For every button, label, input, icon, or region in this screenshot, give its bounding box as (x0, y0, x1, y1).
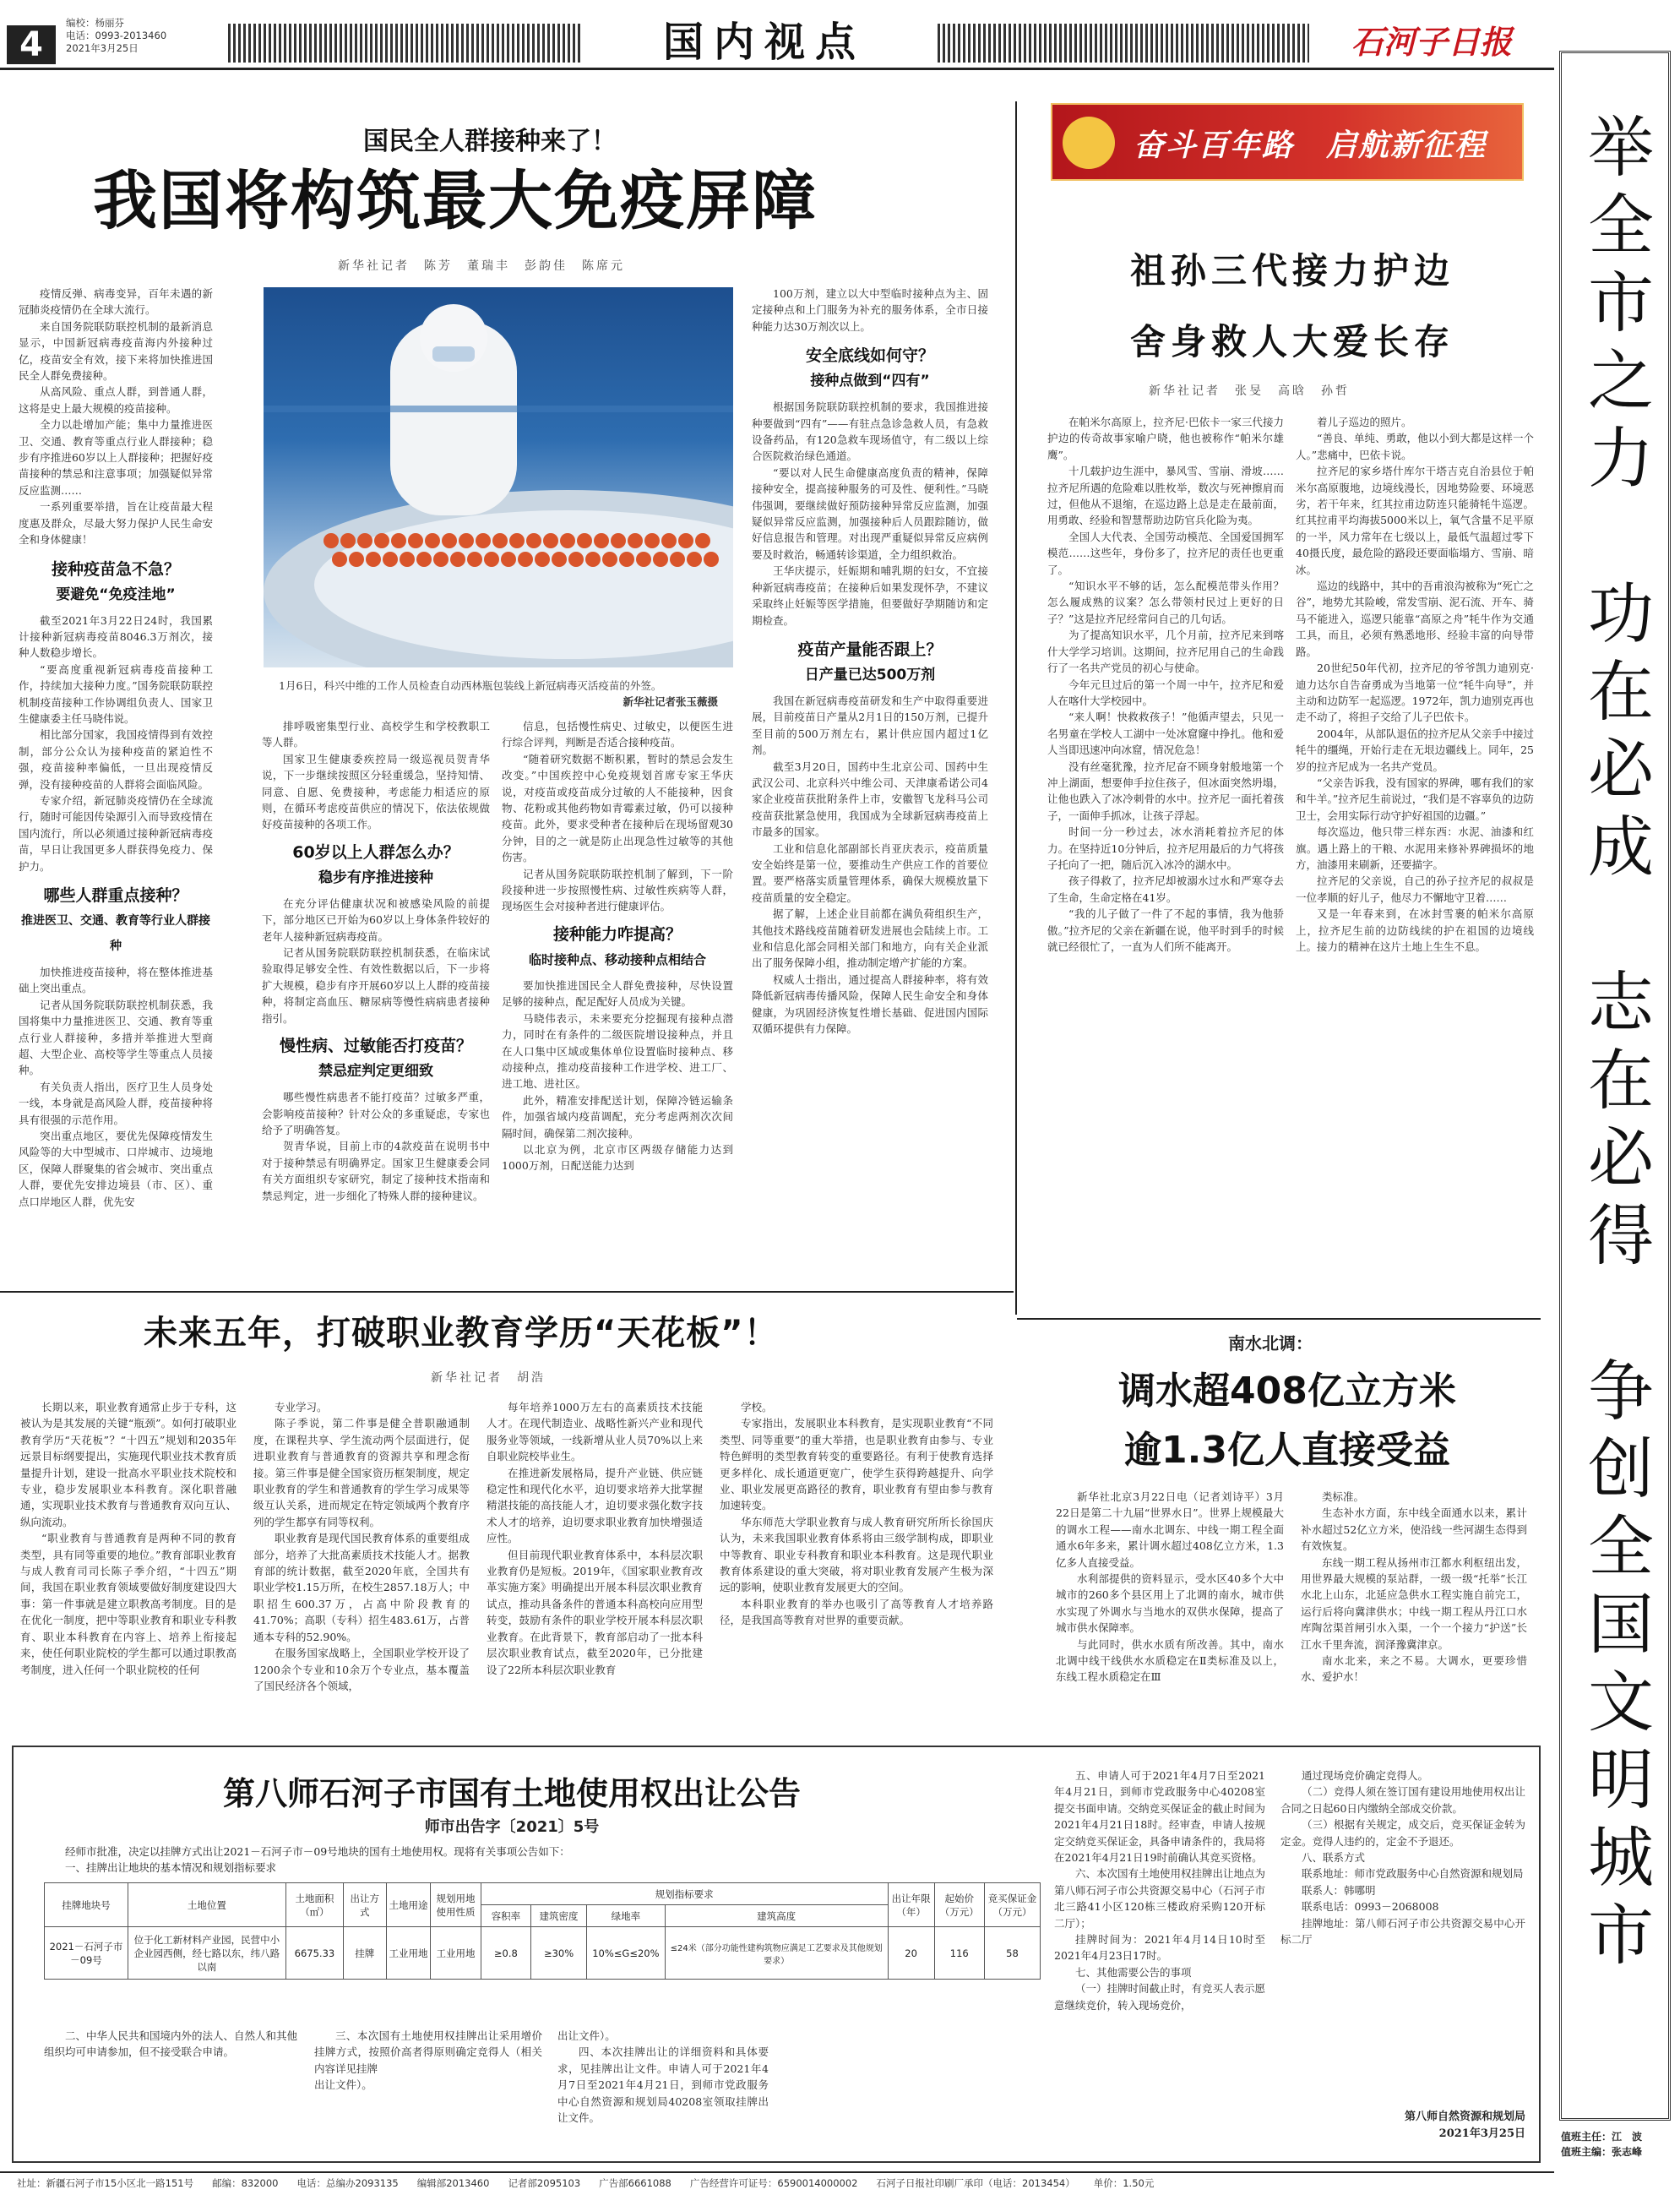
notice-signature: 第八师自然资源和规划局 2021年3月25日 (1404, 2111, 1525, 2140)
footer-phone: 电话：总编办2093135 (296, 2177, 399, 2189)
section-stripe-right (938, 24, 1309, 63)
article-byline: 新华社记者 胡浩 (431, 1371, 546, 1385)
section-stripe-left (228, 24, 583, 63)
article-column: 新华社北京3月22日电（记者刘诗平）3月22日是第二十九届“世界水日”。世界上规模最大的调水工程——南水北调东、中线一期工程全面通水6年多来，累计调水超过408亿立方米，1.3亿多人直接受益。 水利部提供的资料显示，受水区40多个大中城市的260多个县区用上了北调的南水，城市供水实现了外调水与当地水的双供水保障，提高了城市供水保障率。 与此同时，供水水质有所改善。其中，南水北调中线干线供水水质稳定在Ⅱ类标准及以上，东线工程水质稳定在Ⅲ (1056, 1490, 1284, 1684)
article-title: 舍身救人大爱长存 (1129, 321, 1454, 362)
footer-printer: 石河子日报社印刷厂承印（电话：2013454） (876, 2177, 1075, 2189)
article-column: 类标准。 生态补水方面，东中线全面通水以来，累计补水超过52亿立方米，使沿线一些河湖生态得到有效恢复。 东线一期工程从扬州市江都水利枢纽出发，用世界最大规模的泵站群，一级一级“托举”长江水北上山东，北延应急供水工程实施自前完工，运行后将向冀津供水；中线一期工程从丹江口水库陶岔渠首闸引水入渠，一个一个接力“护送”长江水千里奔流，润泽豫冀津京。 南水北来，来之不易。大调水，更要珍惜水、爱护水！ (1301, 1490, 1527, 1684)
article-title: 未来五年，打破职业教育学历“天花板”！ (144, 1314, 779, 1353)
duty-editors (1561, 2129, 1679, 2160)
footer-postcode: 邮编：832000 (212, 2177, 279, 2189)
subheading: 疫苗产量能否跟上？ (797, 640, 943, 659)
footer-editorial: 编辑部2013460 (416, 2177, 490, 2189)
article-title: 逾1.3亿人直接受益 (1124, 1429, 1450, 1472)
table-row: 2021－石河子市－09号 位于化工新材料产业园，民营中小企业园西侧，经七路以东，纬八路以南 6675.33 挂牌 工业用地 工业用地 ≥0.8 ≥30% 10%≤G≤20% ≤24米（部分功能性建构筑物应满足工艺要求及其他规划要求） 20 116 58 (45, 1927, 1041, 1980)
article-column: 在帕米尔高原上，拉齐尼·巴依卡一家三代接力护边的传奇故事家喻户晓，他也被称作“帕米尔雄鹰”。 十几载护边生涯中，暴风雪、雪崩、滑坡……拉齐尼所遇的危险难以胜枚举，数次与死神擦肩而过，但他从不退缩，在巡边路上总是走在最前面，用勇敢、经验和智慧帮助边防官兵化险为夷。 全国人大代表、全国劳动模范、全国爱国拥军模范……这些年，身份多了，拉齐尼的责任也更重了。 “知识水平不够的话，怎么配模范带头作用？怎么履成熟的议案？怎么带领村民过上更好的日子？”这是拉齐尼经常问自己的几句话。 为了提高知识水平，几个月前，拉齐尼来到喀什大学学习培训。这期间，拉齐尼用自己的生命践行了一名共产党员的初心与使命。 今年元旦过后的第一个周一中午，拉齐尼和爱人在喀什大学校园中。 “来人啊！快救救孩子！”他循声望去，只见一名男童在学校人工湖中一处冰窟窿中挣扎。他和爱人当即迅速冲向冰窟，情况危急！ 没有丝毫犹豫，拉齐尼奋不顾身射般地第一个冲上湖面，想要伸手拉住孩子，但冰面突然坍塌，让他也跌入了冰冷刺骨的水中。拉齐尼一面托着孩子，一面伸手抓冰，让孩子浮起。 时间一分一秒过去，冰水消耗着拉齐尼的体力。在坚持近10分钟后，拉齐尼用最后的力气将孩子托向了一把，随后沉入冰冷的湖水中。 孩子得救了，拉齐尼却被溺水过水和严寒夺去了生命，生命定格在41岁。 “我的儿子做了一件了不起的事情，我为他骄傲。”拉齐尼的父亲在新疆在说，他平时到手的时候就已经很忙了，一直为人们所不能离开。 (1047, 416, 1284, 953)
article-column-4: 100万剂，建立以大中型临时接种点为主、固定接种点和上门服务为补充的服务体系，全市日接种能力达30万剂次以上。 安全底线如何守？ 接种点做到“四有” 根据国务院联防联控机制的要求，我国推进接种要做到“四有”——有驻点急诊急救人员，有急救设备药品，有120急救车现场值守，有二级以上综合医院救治绿色通道。 “要以对人民生命健康高度负责的精神，保障接种安全，提高接种服务的可及性、便利性。”马晓伟强调，要继续做好预防接种异常反应监测，加强疑似异常反应监测，加强接种后人员跟踪随访，做好信息报告和管理。对出现严重疑似异常反应病例要及时救治，畅通转诊渠道，全力组织救治。 王华庆提示，妊娠期和哺乳期的妇女，不宜接种新冠病毒疫苗；在接种后如果发现怀孕，不建议采取终止妊娠等医学措施，但要做好孕期随访和定期检查。 疫苗产量能否跟上？ 日产量已达500万剂 我国在新冠病毒疫苗研发和生产中取得重要进展，目前疫苗日产量从2月1日的150万剂，已提升至目前的500万剂左右，累计供应国内超过1亿剂。 截至3月20日，国药中生北京公司、国药中生武汉公司、北京科兴中维公司、天津康希诺公司4家企业疫苗获批附条件上市，安徽智飞龙科马公司疫苗获批紧急使用，我国成为全球新冠病毒疫苗上市最多的国家。 工业和信息化部副部长肖亚庆表示，疫苗质量安全始终是第一位，要推动生产供应工作的首要位置。要严格落实质量管理体系，确保大规模放量下疫苗质量的安全稳定。 据了解，上述企业目前都在满负荷组织生产，其他技术路线疫苗随着研发进展也会陆续上市。工业和信息化部会同相关部门和地方，向有关企业派出了服务保障小组，推动制定增产扩能的方案。 权威人士指出，通过提高人群接种率，将有效降低新冠病毒传播风险，保障人民生命安全和身体健康，为巩固经济恢复性增长基础、促进国内国际双循环提供有力保障。 (752, 287, 988, 1036)
footer-address: 社址：新疆石河子市15小区北一路151号 (17, 2177, 194, 2189)
subheading: 接种点做到“四有” (810, 373, 930, 390)
vaccine-photo (264, 287, 733, 667)
notice-column: 五、申请人可于2021年4月7日至2021年4月21日，到师市党政服务中心40208室提交书面申请。交纳竞买保证金的截止时间为2021年4月21日18时。经审查，申请人按规定交纳竞买保证金，具备申请条件的，我局将在2021年4月21日19时前确认其竞买资格。 六、本次国有土地使用权挂牌出让地点为第八师石河子市公共资源交易中心（石河子市北三路41小区120栋三楼政府采购120开标二厅）； 挂牌时间为：2021年4月14日10时至2021年4月23日17时。 七、其他需要公告的事项 （一）挂牌时间截止时，有竞买人表示愿意继续竞价，转入现场竞价， (1054, 1769, 1265, 2012)
notice-column: 出让文件）。 四、本次挂牌出让的详细资料和具体要求，见挂牌出让文件。申请人可于2021年4月7日至2021年4月21日，到师市党政服务中心自然资源和规划局40208室领取挂牌出让文件。 (557, 2029, 769, 2125)
page-number: 4 (19, 25, 43, 64)
article-water (1017, 1320, 1541, 1742)
duty-director: 值班主任：江 波 (1561, 2131, 1643, 2143)
footer-reporters: 记者部2095103 (508, 2177, 581, 2189)
subheading: 日产量已达500万剂 (804, 666, 936, 684)
paper-logo: 石河子日报 (1351, 23, 1513, 61)
masthead (0, 0, 1554, 66)
subheading: 慢性病、过敏能否打疫苗？ (279, 1037, 472, 1056)
article-column: 专业学习。 陈子季说，第二件事是健全普职融通制度，在课程共享、学生流动两个层面进行，促进职业教育与普通教育的资源共享和理念衔接。第三件事是健全国家资历框架制度，规定职业教育的学生和普通教育的学生学习成果等级互认关系，进而规定在特定领域两个教育序列的学生都享有同等权利。 职业教育是现代国民教育体系的重要组成部分，培养了大批高素质技术技能人才。据教育部的统计数据，截至2020年底，全国共有职业学校1.15万所，在校生2857.18万人；中职招生600.37万，占高中阶段教育的41.70%；高职（专科）招生483.61万，占普通本专科的52.90%。 在服务国家战略上，全国职业学校开设了1200余个专业和10余万个专业点，基本覆盖了国民经济各个领域， (253, 1401, 470, 1692)
article-kicker: 国民全人群接种来了！ (363, 127, 617, 156)
subheading: 安全底线如何守？ (805, 346, 934, 366)
article-byline: 新华社记者 张旻 高晗 孙哲 (1149, 384, 1350, 398)
notice-title: 第八师石河子市国有土地使用权出让公告 (222, 1775, 801, 1812)
phone: 电话：0993-2013460 (66, 30, 167, 41)
production-line-illustration (264, 287, 733, 667)
banner-text: 奋斗百年路 启航新征程 (1134, 128, 1487, 163)
notice-intro: 经师市批准，决定以挂牌方式出让2021－石河子市－09号地块的国有土地使用权。现将有关事项公告如下： 一、挂牌出让地块的基本情况和规划指标要求 (65, 1845, 570, 1874)
article-column: 每年培养1000万左右的高素质技术技能人才。在现代制造业、战略性新兴产业和现代服务业等领域，一线新增从业人员70%以上来自职业院校毕业生。 在推进新发展格局，提升产业链、供应链稳定性和现代化水平，迫切要求培养大批掌握精湛技能的高技能人才，迫切要求强化数字技术人才的培养，迫切要求职业教育加快增强适应性。 但目前现代职业教育体系中，本科层次职业教育仍是短板。2019年，《国家职业教育改革实施方案》明确提出开展本科层次职业教育试点，推动具备条件的普通本科高校向应用型转变，鼓励有条件的职业学校开展本科层次职业教育。在此背景下，教育部启动了一批本科层次职业教育试点，截至2020年，已分批建设了22所本科层次职业教育 (487, 1401, 703, 1676)
article-column-2: 排呼吸密集型行业、高校学生和学校教职工等人群。 国家卫生健康委疾控局一级巡视员贺青华说，下一步继续按照区分轻重缓急，坚持知情、同意、自愿、免费接种，考虑能力相适应的原则，在循环考虑疫苗供应的情况下，依法依规做好疫苗接种的各项工作。 60岁以上人群怎么办？ 稳步有序推进接种 在充分评估健康状况和被感染风险的前提下，部分地区已开始为60岁以上身体条件较好的老年人接种新冠病毒疫苗。 记者从国务院联防联控机制获悉，在临床试验取得足够安全性、有效性数据以后，下一步将扩大规模，稳步有序开展60岁以上人群的疫苗接种，将制定高血压、糖尿病等慢性病病患者接种指引。 慢性病、过敏能否打疫苗？ 禁忌症判定更细致 哪些慢性病患者不能打疫苗？过敏多严重，会影响疫苗接种？针对公众的多重疑虑，专家也给予了明确答复。 贺青华说，目前上市的4款疫苗在说明书中对于接种禁忌有明确界定。国家卫生健康委会同有关方面组织专家研究，制定了接种技术指南和禁忌判定，进一步细化了特殊人群的接种建议。 (262, 720, 490, 1202)
article-column: 学校。 专家指出，发展职业本科教育，是实现职业教育“不同类型、同等重要”的重大举措，也是职业教育由参与、专业特色鲜明的类型教育转变的重要路径。有利于使教育选择更多样化、成长通道更宽广，使学生获得跨越提升、向学业、职业发展更高路径的教育，职业教育有望由参与教育加速转变。 华东师范大学职业教育与成人教育研究所所长徐国庆认为，未来我国职业教育体系将由三级学制构成，即职业中等教育、职业专科教育和职业本科教育。这是现代职业教育体系建设的重大突破，将对职业教育发展产生极为深远的影响，使职业教育发展更大的空间。 本科职业教育的举办也吸引了高等教育人才培养路径，是我国高等教育对世界的重要贡献。 (720, 1401, 993, 1627)
article-kicker: 南水北调： (1228, 1333, 1313, 1353)
duty-chief-editor: 值班主编：张志峰 (1561, 2146, 1643, 2158)
land-notice (12, 1746, 1541, 2163)
subheading: 哪些人群重点接种？ (43, 886, 188, 905)
subheading: 临时接种点、移动接种点相结合 (528, 951, 706, 967)
divider (1015, 101, 1017, 1315)
masthead-rule (0, 68, 1554, 70)
subheading: 接种疫苗急不急？ (51, 559, 180, 579)
subheading: 60岁以上人群怎么办？ (292, 842, 459, 862)
footer-rule (0, 2171, 1554, 2173)
article-title: 调水超408亿立方米 (1118, 1370, 1456, 1413)
footer-price: 单价：1.50元 (1093, 2177, 1155, 2189)
masthead-info (66, 17, 218, 55)
slogan-box (1559, 51, 1671, 2121)
article-column-1: 疫情反弹、病毒变异，百年未遇的新冠肺炎疫情仍在全球大流行。 来自国务院联防联控机制的最新消息显示，中国新冠病毒疫苗海内外接种过亿，疫苗安全有效，接下来将加快推进国民全人群免费接种。 从高风险、重点人群，到普通人群，这将是史上最大规模的疫苗接种。 全力以赴增加产能；集中力量推进医卫、交通、教育等重点行业人群接种；稳步有序推进60岁以上人群接种；把握好疫苗接种的禁忌和注意事项；加强疑似异常反应监测…… 一系列重要举措，旨在让疫苗最大程度惠及群众，尽最大努力保护人民生命安全和身体健康！ 接种疫苗急不急？ 要避免“免疫洼地” 截至2021年3月22日24时，我国累计接种新冠病毒疫苗8046.3万剂次，接种人数稳步增长。 “要高度重视新冠病毒疫苗接种工作，持续加大接种力度。”国务院联防联控机制疫苗接种工作协调组负责人、国家卫生健康委主任马晓伟说。 相比部分国家，我国疫情得到有效控制，部分公众认为接种疫苗的紧迫性不强，疫苗接种率偏低，一旦出现疫情反弹，没有接种疫苗的人群将会面临风险。 专家介绍，新冠肺炎疫情仍在全球流行，随时可能因传染源引入而导致疫情在国内流行，所以必须通过接种新冠病毒疫苗，早日让我国更多人群获得免疫力、保护力。 哪些人群重点接种？ 推进医卫、交通、教育等行业人群接种 加快推进疫苗接种，将在整体推进基础上突出重点。 记者从国务院联防联控机制获悉，我国将集中力量推进医卫、交通、教育等重点行业人群接种，多措并举推进大型商超、大型企业、高校等学生等重点人员接种。 有关负责人指出，医疗卫生人员身处一线，本身就是高风险人群，疫苗接种将具有很强的示范作用。 突出重点地区，要优先保障疫情发生风险等的大中型城市、口岸城市、边境地区，保障人群聚集的省会城市、突出重点人群，要优先安排边境县（市、区）、重点口岸地区人群，优先安 (19, 287, 213, 1208)
subheading: 接种能力咋提高？ (552, 924, 682, 944)
issue-date: 2021年3月25日 (66, 42, 139, 54)
parcel-table: 挂牌地块号 土地位置 土地面积（㎡） 出让方式 土地用途 规划用地使用性质 规划指标要求 出让年限（年） 起始价（万元） 竞买保证金（万元） 容积率 建筑密度 绿地率 建筑高度 2021－石河子市－09号 位于化工新材料产业园，民营中小企业园西侧，经七路以东，纬八路以南 6675.33 挂牌 工业用地 工业用地 ≥0.8 ≥30% 10%≤G≤20% ≤24米（部分功能性建构筑物应满足工艺要求及其他规划要求） 20 116 58 (44, 1882, 1041, 1980)
notice-column: 通过现场竞价确定竞得人。 （二）竞得人须在签订国有建设用地使用权出让合同之日起60日内缴纳全部成交价款。 （三）根据有关规定，成交后，竞买保证金转为定金。竞得人违约的，定金不予退还。 八、联系方式 联系地址：师市党政服务中心自然资源和规划局 联系人：韩哪明 联系电话：0993－2068008 挂牌地址：第八师石河子市公共资源交易中心开标二厅 (1280, 1769, 1525, 1947)
footer-license: 广告经营许可证号：6590014000002 (689, 2177, 858, 2189)
subheading: 禁忌症判定更细致 (318, 1063, 433, 1081)
article-byline: 新华社记者 陈芳 董瑞丰 彭韵佳 陈席元 (338, 259, 625, 273)
page-number-box (7, 25, 56, 64)
article-vaccine (0, 71, 1014, 1321)
article-title: 祖孙三代接力护边 (1129, 250, 1454, 291)
section-title: 国内视点 (662, 19, 866, 66)
footer-ads: 广告部6661088 (599, 2177, 671, 2189)
article-column: 着儿子巡边的照片。 “善良、单纯、勇敢，他以小到大都是这样一个人。”悲痛中，巴依卡说。 拉齐尼的家乡塔什库尔干塔吉克自治县位于帕米尔高原腹地，边境线漫长，因地势险要、环境恶劣，若干年来，红其拉甫边防连只能骑牦牛巡逻。红其拉甫平均海拔5000米以上，氧气含量不足平原的一半，风力常年在七级以上，最低气温超过零下40摄氏度，最危险的路段还要面临塌方、雪崩、暗冰。 巡边的线路中，其中的吾甫浪沟被称为“死亡之谷”，地势尤其险峻，常发雪崩、泥石流、开车、骑马不能进入，巡逻只能靠“高原之舟”牦牛作为交通工具，而且，必须有熟悉地形、经验丰富的向导带路。 20世纪50年代初，拉齐尼的爷爷凯力迪别克·迪力达尔自告奋勇成为当地第一位“牦牛向导”，并主动和边防军一起巡逻。1972年，凯力迪别克再也走不动了，将担子交给了儿子巴依卡。 2004年，从部队退伍的拉齐尼从父亲手中接过牦牛的缰绳，开始行走在无垠边疆线上。同年，25岁的拉齐尼成为一名共产党员。 “父亲告诉我，没有国家的界碑，哪有我们的家和牛羊。”拉齐尼生前说过，“我们是不容辜负的边防卫士，会用实际行动守护好祖国的边疆。” 每次巡边，他只带三样东西：水泥、油漆和红旗。遇上路上的干粮、水泥用来修补界碑损坏的地方，油漆用来刷新，还要描字。 拉齐尼的父亲说，自己的孙子拉齐尼的叔叔是一位孝顺的好儿子，他尽力不懈地守卫着…… 又是一年春来到，在冰封雪裹的帕米尔高原上，拉齐尼生前的边防线续的护在祖国的边境线上。接力的精神在这片土地上生生不息。 (1296, 416, 1534, 953)
banner (1051, 103, 1524, 181)
editor: 编校：杨丽芬 (66, 17, 124, 29)
notice-column: 三、本次国有土地使用权挂牌出让采用增价挂牌方式，按照价高者得原则确定竞得人（相关内容详见挂牌 出让文件）。 (314, 2029, 542, 2092)
article-title: 我国将构筑最大免疫屏障 (93, 163, 818, 238)
photo-credit: 新华社记者张玉薇摄 (623, 695, 718, 708)
notice-number: 师市出告字〔2021〕5号 (424, 1818, 600, 1836)
slogan-line-1: 举全市之力 功在必成 志在必得 争创全国文明城市 (1577, 112, 1653, 1978)
footer (17, 2176, 1554, 2190)
article-vocational (0, 1293, 1014, 1749)
article-column-3: 信息，包括慢性病史、过敏史，以便医生进行综合评判，判断是否适合接种疫苗。 “随着研究数据不断积累，暂时的禁忌会发生改变。”中国疾控中心免疫规划首席专家王华庆说，对疫苗或疫苗成分过敏的人不能接种，因食物、花粉或其他药物如青霉素过敏，仍可以接种疫苗。此外，要求受种者在接种后在现场留观30分钟，目的之一就是防止出现急性过敏等的其他伤害。 记者从国务院联防联控机制了解到，下一阶段接种进一步按照慢性病、过敏性疾病等人群，现场医生会对接种者进行健康评估。 接种能力咋提高？ 临时接种点、移动接种点相结合 要加快推进国民全人群免费接种，尽快设置足够的接种点，配足配好人员成为关键。 马晓伟表示，未来要充分挖掘现有接种点潜力，同时在有条件的二级医院增设接种点，并且在人口集中区域或集体单位设置临时接种点、移动接种点，推动疫苗接种工作进学校、进工厂、进工地、进社区。 此外，精准安排配送计划，保障冷链运输条件，加强省域内疫苗调配，充分考虑两剂次次间隔时间，确保第二剂次接种。 以北京为例，北京市区两级存储能力达到1000万剂，日配送能力达到 (502, 720, 733, 1173)
article-column: 长期以来，职业教育通常止步于专科，这被认为是其发展的关键“瓶颈”。如何打破职业教育学历“天花板”？“十四五”规划和2035年远景目标纲要提出，实施现代职业技术教育质量提升计划，建设一批高水平职业技术院校和专业，稳步发展职业本科教育。深化职普融通，实现职业技术教育与普通教育双向互认、纵向流动。 “职业教育与普通教育是两种不同的教育类型，具有同等重要的地位。”教育部职业教育与成人教育司司长陈子季介绍，“十四五”期间，我国在职业教育领域要做好制度建设四大事：第一件事就是建立职教高考制度。目的是在优化一制度，把中等职业教育和职业专科教育、职业本科教育在内容上、培养上衔接起来，使任何职业院校的学生都可以通过职教高考制度，进入任何一个职业院校的任何 (20, 1401, 237, 1676)
subheading: 推进医卫、交通、教育等行业人群接种 (21, 914, 210, 953)
subheading: 要避免“免疫洼地” (56, 586, 176, 603)
notice-column: 二、中华人民共和国境内外的法人、自然人和其他组织均可申请参加，但不接受联合申请。 (44, 2029, 297, 2059)
subheading: 稳步有序推进接种 (318, 869, 433, 886)
party-emblem-icon (1063, 117, 1115, 169)
photo-caption: 1月6日，科兴中维的工作人员检查自动西林瓶包装线上新冠病毒灭活疫苗的外签。 新华社记者张玉薇摄 (279, 679, 718, 708)
